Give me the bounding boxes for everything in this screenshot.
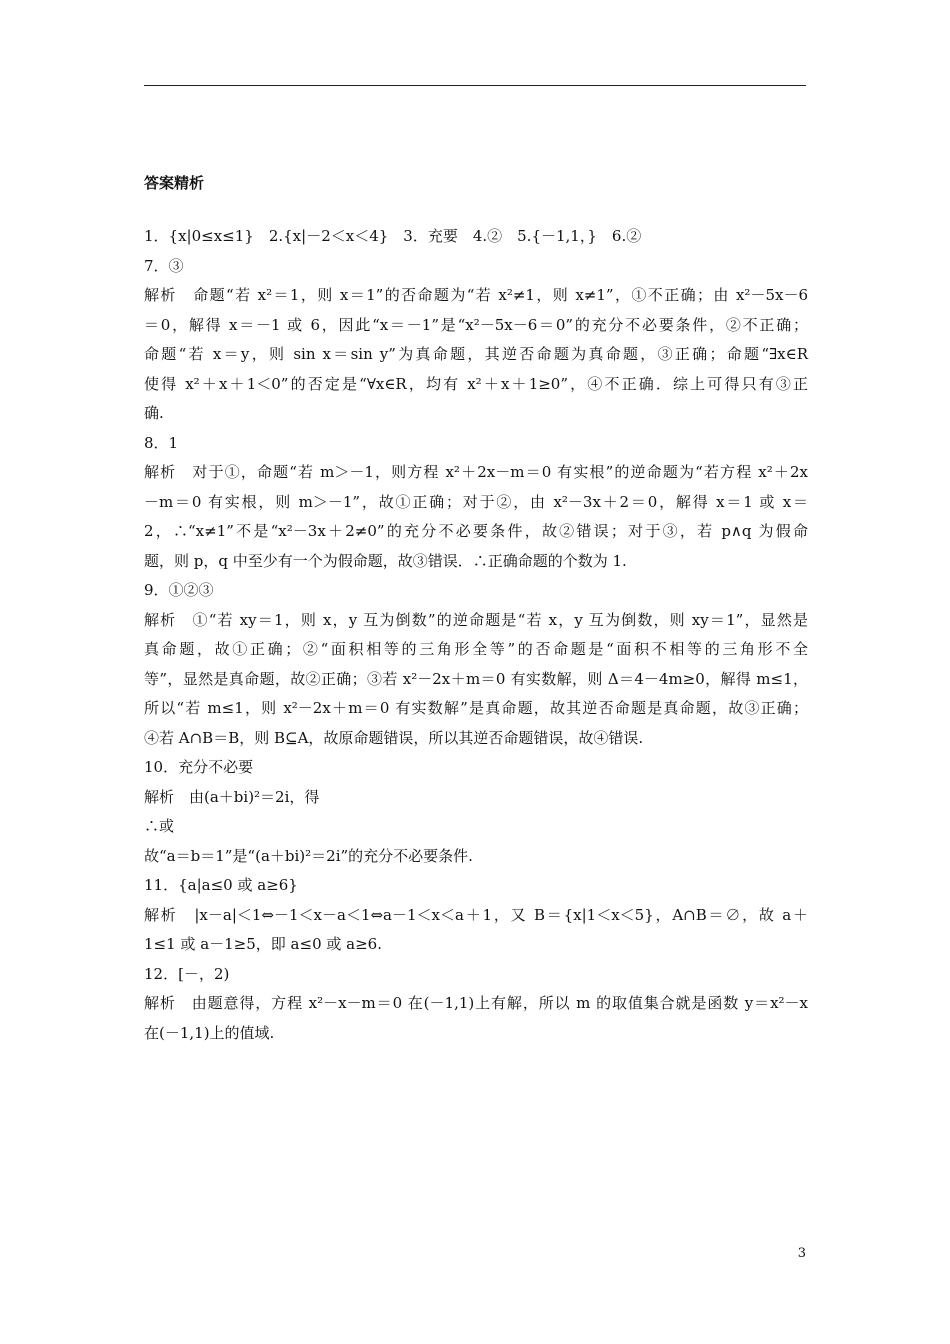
answer-line: 真命题，故①正确；②“面积相等的三角形全等”的否命题是“面积不相等的三角形不全: [144, 640, 808, 658]
answer-line: 使得 x²＋x＋1＜0”的否定是“∀x∈R，均有 x²＋x＋1≥0”，④不正确．综上可得只有③正: [144, 374, 808, 393]
answer-line: 在(－1,1)上的值域.: [144, 1023, 275, 1042]
answer-line: 12．[－，2): [144, 964, 230, 983]
answer-line: 解析 由题意得，方程 x²－x－m＝0 在(－1,1)上有解，所以 m 的取值集合就是函数 y＝x²－x: [144, 994, 808, 1012]
answer-line: 9．①②③: [144, 581, 214, 599]
answer-line: 命题“若 x＝y，则 sin x＝sin y”为真命题，其逆否命题为真命题，③正确；命题“∃x∈R: [144, 345, 808, 363]
answer-line: 2，∴“x≠1”不是“x²－3x＋2≠0”的充分不必要条件，故②错误；对于③，若 p∧q 为假命: [144, 522, 808, 540]
answer-line: 解析 对于①，命题“若 m＞－1，则方程 x²＋2x－m＝0 有实根”的逆命题为“若方程 x²＋2x: [144, 463, 808, 481]
answer-line: 解析 ①“若 xy＝1，则 x，y 互为倒数”的逆命题是“若 x，y 互为倒数，则 xy＝1”，显然是: [144, 610, 808, 629]
answer-line: 8．1: [144, 433, 179, 452]
section-title: 答案精析: [144, 174, 205, 192]
answer-content: [144, 222, 808, 1048]
answer-line: 确.: [144, 404, 164, 422]
answer-line: ∴或: [144, 817, 175, 835]
answer-line: 所以“若 m≤1，则 x²－2x＋m＝0 有实数解”是真命题，故其逆否命题是真命题，故③正确；: [144, 699, 808, 717]
answer-line: 解析 |x－a|＜1⇔－1＜x－a＜1⇔a－1＜x＜a＋1，又 B＝{x|1＜x＜5}，A∩B＝∅，故 a＋: [144, 905, 808, 924]
answer-line: 等”，显然是真命题，故②正确；③若 x²－2x＋m＝0 有实数解，则 Δ＝4－4m≥0，解得 m≤1，: [144, 669, 808, 688]
page-number: 3: [797, 1246, 806, 1261]
answer-line: 11．{a|a≤0 或 a≥6}: [144, 876, 298, 894]
answer-line: 1≤1 或 a－1≥5，即 a≤0 或 a≥6.: [144, 935, 382, 953]
answer-line: 1．{x|0≤x≤1} 2.{x|－2＜x＜4} 3．充要 4.② 5.{－1,1，} 6.②: [144, 227, 642, 245]
answer-line: 解析 命题“若 x²＝1，则 x＝1”的否命题为“若 x²≠1，则 x≠1”，①不正确；由 x²－5x－6: [144, 286, 808, 304]
answer-line: 故“a＝b＝1”是“(a＋bi)²＝2i”的充分不必要条件.: [144, 846, 473, 865]
answer-line: ＝0，解得 x＝－1 或 6，因此“x＝－1”是“x²－5x－6＝0”的充分不必要条件，②不正确；: [144, 315, 808, 334]
answer-line: 解析 由(a＋bi)²＝2i，得: [144, 787, 320, 806]
header-rule: [144, 85, 806, 86]
answer-line: 10．充分不必要: [144, 758, 254, 776]
answer-line: ④若 A∩B＝B，则 B⊆A，故原命题错误，所以其逆否命题错误，故④错误.: [144, 728, 644, 747]
answer-line: 题，则 p，q 中至少有一个为假命题，故③错误．∴正确命题的个数为 1.: [144, 551, 627, 570]
answer-line: －m＝0 有实根，则 m＞－1”，故①正确；对于②，由 x²－3x＋2＝0，解得 x＝1 或 x＝: [144, 492, 808, 511]
answer-line: 7．③: [144, 256, 184, 275]
